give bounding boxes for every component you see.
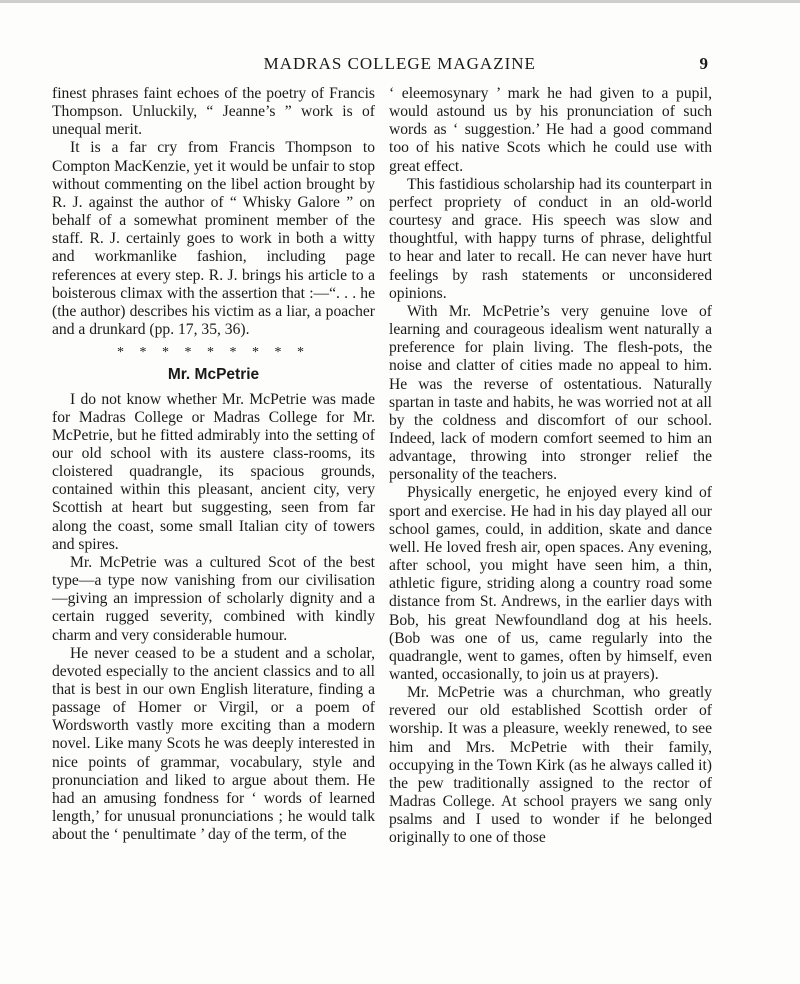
paragraph: ‘ eleemosynary ’ mark he had given to a pupil, would astound us by his pronunciation of such words as ‘ suggestion.’ He had a good command too of his native Scots which he could use with great effect. bbox=[389, 85, 712, 175]
paragraph: This fastidious scholarship had its counterpart in perfect propriety of conduct in an old-world courtesy and grace. His speech was slow and thoughtful, with happy turns of phrase, delightful to hear and later to recall. He can never have hurt feelings by rash statements or unconsidered opinions. bbox=[389, 175, 712, 302]
paragraph: Physically energetic, he enjoyed every kind of sport and exercise. He had in his day played all our school games, could, in addition, skate and dance well. He loved fresh air, open spaces. Any evening, after school, you might have seen him, a thin, athletic figure, striding along a country road some distance from St. Andrews, in the earlier days with Bob, his great Newfoundland dog at his heels. (Bob was one of us, came regularly into the quadrangle, went to games, often by himself, even wanted, occasionally, to join us at prayers). bbox=[389, 484, 712, 683]
page-header bbox=[40, 54, 708, 74]
paragraph: I do not know whether Mr. McPetrie was made for Madras College or Madras College for Mr. McPetrie, but he fitted admirably into the setting of our old school with its austere class-rooms, its cloistered quadrangle, its spacious grounds, contained within this pleasant, ancient city, very Scottish at heart but suggesting, seen from far along the coast, some small Italian city of towers and spires. bbox=[52, 390, 375, 553]
page-top-rule bbox=[0, 0, 800, 3]
running-head: MADRAS COLLEGE MAGAZINE bbox=[263, 54, 536, 73]
article-columns bbox=[52, 85, 712, 848]
paragraph: It is a far cry from Francis Thompson to Compton MacKenzie, yet it would be unfair to stop without commenting on the libel action brought by R. J. against the author of “ Whisky Galore ” on behalf of a somewhat prominent member of the staff. R. J. certainly goes to work in both a witty and workmanlike fashion, including page references at every step. R. J. brings his article to a boisterous climax with the assertion that :—“. . . he (the author) describes his victim as a liar, a poacher and a drunkard (pp. 17, 35, 36). bbox=[52, 139, 375, 339]
paragraph: Mr. McPetrie was a churchman, who greatly revered our old established Scottish order of worship. It was a pleasure, weekly renewed, to see him and Mrs. McPetrie with their family, occupying in the Town Kirk (as he always called it) the pew traditionally assigned to the rector of Madras College. At school prayers we sang only psalms and I used to wonder if he belonged originally to one of those bbox=[389, 684, 712, 847]
paragraph: With Mr. McPetrie’s very genuine love of learning and courageous idealism went naturally a preference for plain living. The flesh-pots, the noise and clatter of cities made no appeal to him. He was the reverse of ostentatious. Naturally spartan in taste and habits, he was worried not at all by the coldness and discomfort of our school. Indeed, lack of modern comfort seemed to him an advantage, throwing into stronger relief the personality of the teachers. bbox=[389, 302, 712, 484]
paragraph: finest phrases faint echoes of the poetry of Francis Thompson. Unluckily, “ Jeanne’s ” work is of unequal merit. bbox=[52, 85, 375, 139]
page-number: 9 bbox=[699, 54, 708, 73]
paragraph: Mr. McPetrie was a cultured Scot of the best type—a type now vanishing from our civilisation—giving an impression of scholarly dignity and a certain rugged severity, combined with kindly charm and very considerable humour. bbox=[52, 553, 375, 644]
left-column bbox=[52, 85, 375, 848]
section-title: Mr. McPetrie bbox=[167, 366, 260, 384]
right-column bbox=[389, 85, 712, 848]
section-separator: * * * * * * * * * bbox=[117, 345, 310, 361]
paragraph: He never ceased to be a student and a scholar, devoted especially to the ancient classics and to all that is best in our own English literature, finding a passage of Homer or Virgil, or a poem of Wordsworth vastly more exciting than a modern novel. Like many Scots he was deeply interested in nice points of grammar, vocabulary, style and pronunciation and liked to argue about them. He had an amusing fondness for ‘ words of learned length,’ for unusual pronunciations ; he would talk about the ‘ penultimate ’ day of the term, of the bbox=[52, 644, 375, 844]
